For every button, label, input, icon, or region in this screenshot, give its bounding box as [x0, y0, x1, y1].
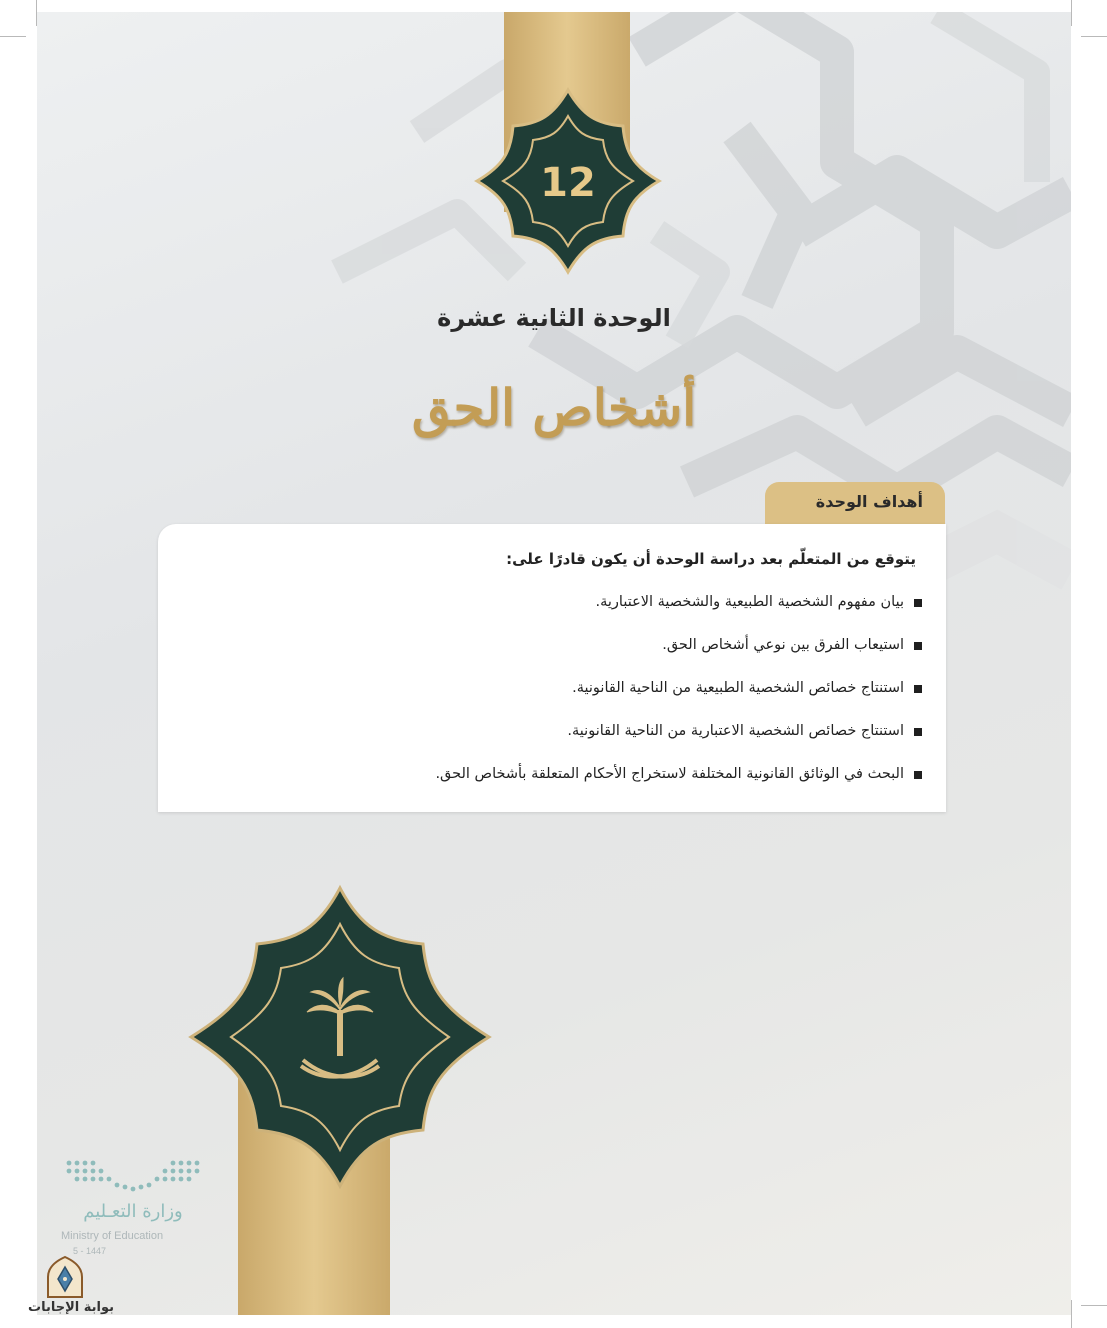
square-bullet-icon: [914, 685, 922, 693]
objective-text: استنتاج خصائص الشخصية الطبيعية من الناحية القانونية.: [572, 680, 904, 696]
objectives-intro: يتوقع من المتعلّم بعد دراسة الوحدة أن يكون قادرًا على:: [506, 550, 916, 568]
emblem-badge: [187, 884, 493, 1190]
unit-number-badge: [473, 86, 663, 276]
crop-mark: [1081, 1305, 1107, 1306]
objectives-list: [435, 594, 922, 809]
list-item: [435, 766, 922, 809]
objective-text: استيعاب الفرق بين نوعي أشخاص الحق.: [662, 637, 904, 653]
objectives-card: [158, 524, 946, 812]
list-item: [435, 594, 922, 637]
list-item: [435, 723, 922, 766]
objective-text: استنتاج خصائص الشخصية الاعتبارية من الناحية القانونية.: [567, 723, 904, 739]
ministry-year: 5 - 1447: [73, 1246, 107, 1256]
objective-text: بيان مفهوم الشخصية الطبيعية والشخصية الاعتبارية.: [595, 594, 904, 610]
square-bullet-icon: [914, 771, 922, 779]
list-item: [435, 637, 922, 680]
square-bullet-icon: [914, 599, 922, 607]
square-bullet-icon: [914, 728, 922, 736]
crop-mark: [0, 36, 26, 37]
objectives-tab: أهداف الوحدة: [765, 482, 945, 526]
list-item: [435, 680, 922, 723]
unit-label: الوحدة الثانية عشرة: [437, 304, 671, 332]
pen-nib-logo-icon: [44, 1255, 86, 1299]
crop-mark: [1071, 0, 1072, 26]
ministry-name-ar: وزارة التعـليم: [83, 1201, 183, 1222]
ministry-name-en: Ministry of Education: [61, 1230, 164, 1242]
square-bullet-icon: [914, 642, 922, 650]
watermark-text: بوابة الإجابات: [28, 1300, 114, 1315]
objective-text: البحث في الوثائق القانونية المختلفة لاستخراج الأحكام المتعلقة بأشخاص الحق.: [435, 766, 904, 782]
unit-title: أشخاص الحق: [411, 378, 697, 437]
crop-mark: [1081, 36, 1107, 37]
crop-mark: [1071, 1300, 1072, 1328]
unit-number: 12: [540, 160, 596, 206]
page: [37, 12, 1071, 1315]
ministry-dots-logo-icon: [63, 1157, 203, 1201]
